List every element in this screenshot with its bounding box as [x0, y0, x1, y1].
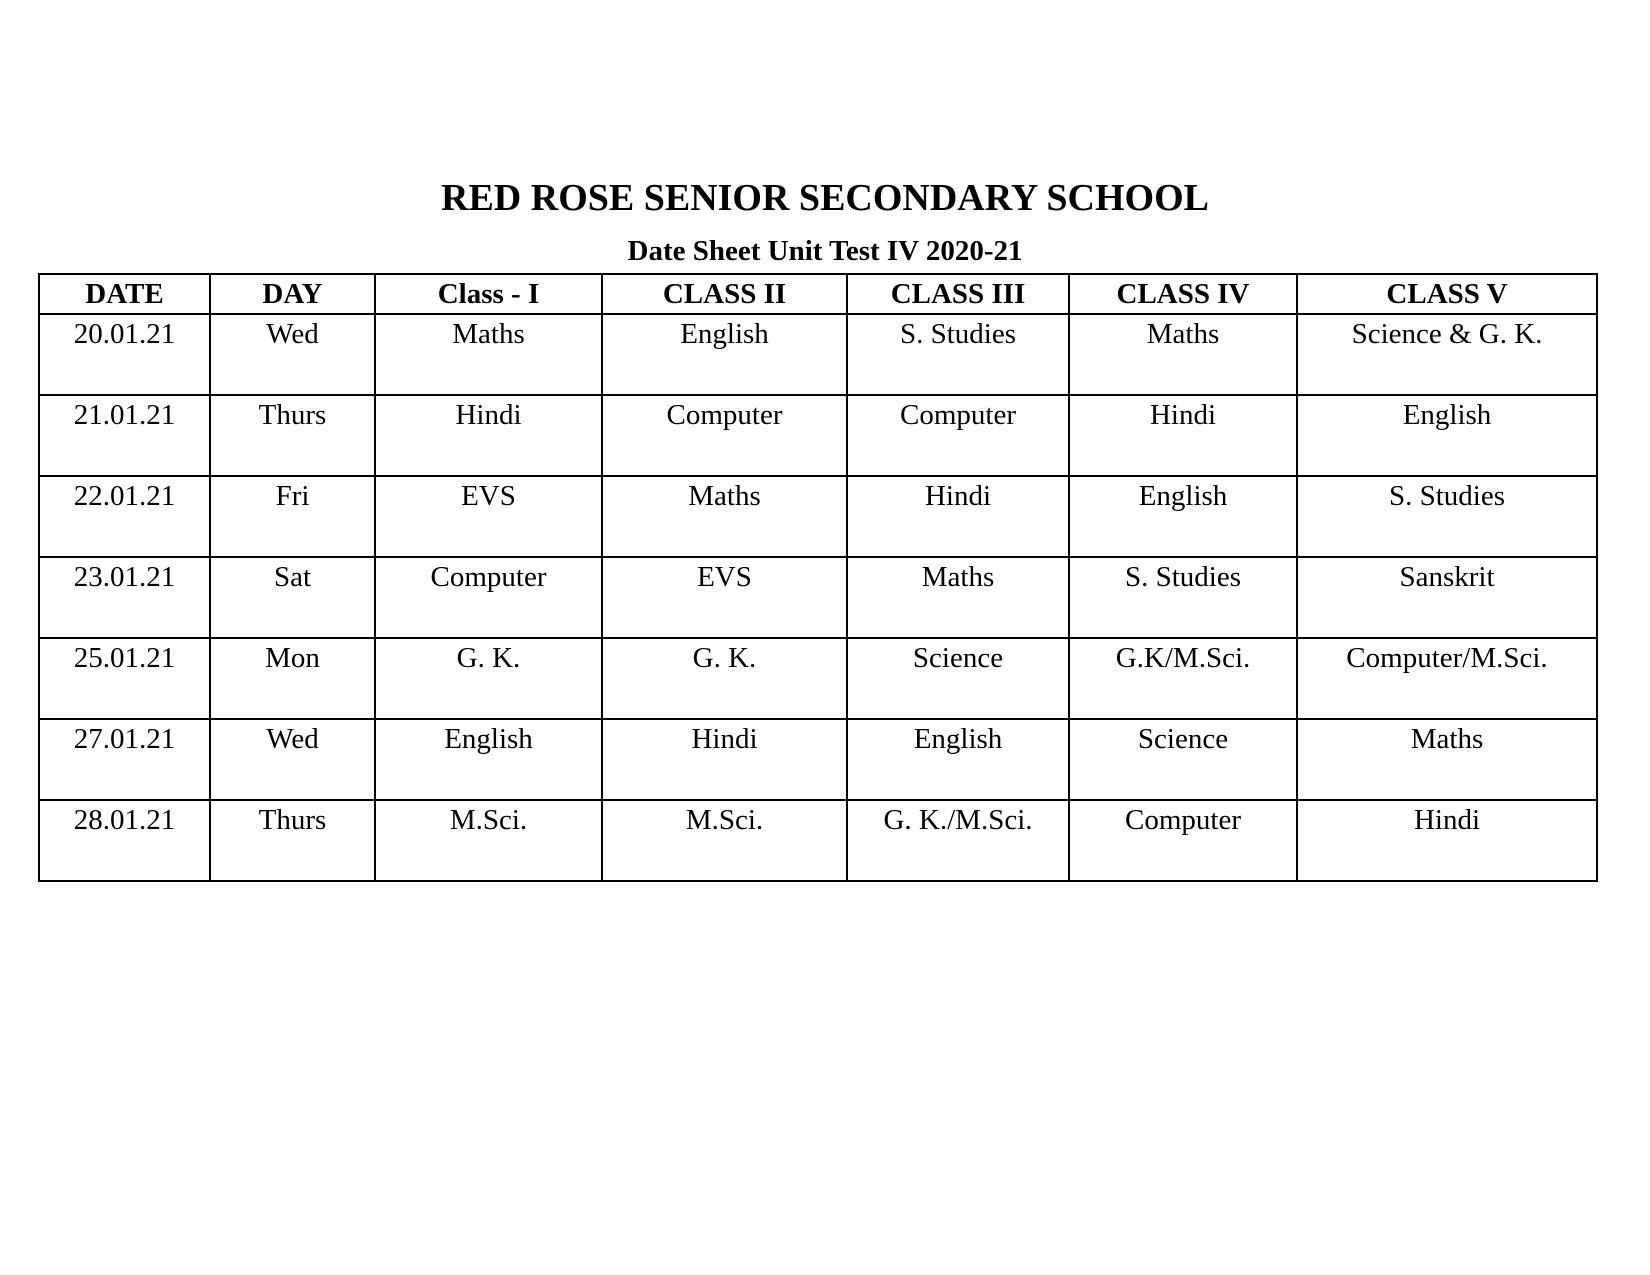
- cell-class-4: Hindi: [1069, 395, 1297, 476]
- cell-class-5: Maths: [1297, 719, 1597, 800]
- cell-class-2: EVS: [602, 557, 847, 638]
- table-row: [39, 476, 1597, 557]
- cell-class-5: Hindi: [1297, 800, 1597, 881]
- cell-day: Mon: [210, 638, 375, 719]
- cell-class-3: G. K./M.Sci.: [847, 800, 1069, 881]
- cell-date: 22.01.21: [39, 476, 210, 557]
- table-header-row: [39, 274, 1597, 314]
- table-row: [39, 719, 1597, 800]
- cell-class-2: English: [602, 314, 847, 395]
- header-class-3: CLASS III: [847, 274, 1069, 314]
- cell-class-3: Hindi: [847, 476, 1069, 557]
- table-row: [39, 800, 1597, 881]
- date-sheet-subtitle: Date Sheet Unit Test IV 2020-21: [627, 235, 1023, 267]
- header-day: DAY: [210, 274, 375, 314]
- cell-class-4: Computer: [1069, 800, 1297, 881]
- cell-class-3: English: [847, 719, 1069, 800]
- cell-date: 21.01.21: [39, 395, 210, 476]
- cell-class-1: Computer: [375, 557, 602, 638]
- cell-class-4: Science: [1069, 719, 1297, 800]
- cell-date: 28.01.21: [39, 800, 210, 881]
- header-date: DATE: [39, 274, 210, 314]
- cell-class-3: Maths: [847, 557, 1069, 638]
- cell-class-1: Hindi: [375, 395, 602, 476]
- cell-class-1: G. K.: [375, 638, 602, 719]
- cell-class-3: S. Studies: [847, 314, 1069, 395]
- cell-class-1: Maths: [375, 314, 602, 395]
- cell-day: Thurs: [210, 800, 375, 881]
- cell-date: 25.01.21: [39, 638, 210, 719]
- cell-day: Sat: [210, 557, 375, 638]
- cell-class-3: Science: [847, 638, 1069, 719]
- cell-class-5: S. Studies: [1297, 476, 1597, 557]
- cell-date: 23.01.21: [39, 557, 210, 638]
- header-class-4: CLASS IV: [1069, 274, 1297, 314]
- cell-day: Wed: [210, 719, 375, 800]
- cell-class-4: S. Studies: [1069, 557, 1297, 638]
- table-row: [39, 638, 1597, 719]
- cell-class-5: Sanskrit: [1297, 557, 1597, 638]
- table-row: [39, 314, 1597, 395]
- cell-class-1: English: [375, 719, 602, 800]
- header-class-1: Class - I: [375, 274, 602, 314]
- cell-class-5: Science & G. K.: [1297, 314, 1597, 395]
- cell-class-5: English: [1297, 395, 1597, 476]
- cell-day: Thurs: [210, 395, 375, 476]
- cell-class-2: G. K.: [602, 638, 847, 719]
- cell-class-2: M.Sci.: [602, 800, 847, 881]
- cell-day: Fri: [210, 476, 375, 557]
- cell-class-2: Hindi: [602, 719, 847, 800]
- cell-class-4: Maths: [1069, 314, 1297, 395]
- cell-date: 20.01.21: [39, 314, 210, 395]
- table-row: [39, 557, 1597, 638]
- cell-class-1: EVS: [375, 476, 602, 557]
- table-row: [39, 395, 1597, 476]
- school-title: RED ROSE SENIOR SECONDARY SCHOOL: [441, 177, 1209, 219]
- header-class-5: CLASS V: [1297, 274, 1597, 314]
- cell-date: 27.01.21: [39, 719, 210, 800]
- cell-class-1: M.Sci.: [375, 800, 602, 881]
- cell-day: Wed: [210, 314, 375, 395]
- cell-class-3: Computer: [847, 395, 1069, 476]
- cell-class-5: Computer/M.Sci.: [1297, 638, 1597, 719]
- date-sheet-table: [38, 273, 1598, 882]
- header-class-2: CLASS II: [602, 274, 847, 314]
- cell-class-4: English: [1069, 476, 1297, 557]
- cell-class-4: G.K/M.Sci.: [1069, 638, 1297, 719]
- cell-class-2: Maths: [602, 476, 847, 557]
- cell-class-2: Computer: [602, 395, 847, 476]
